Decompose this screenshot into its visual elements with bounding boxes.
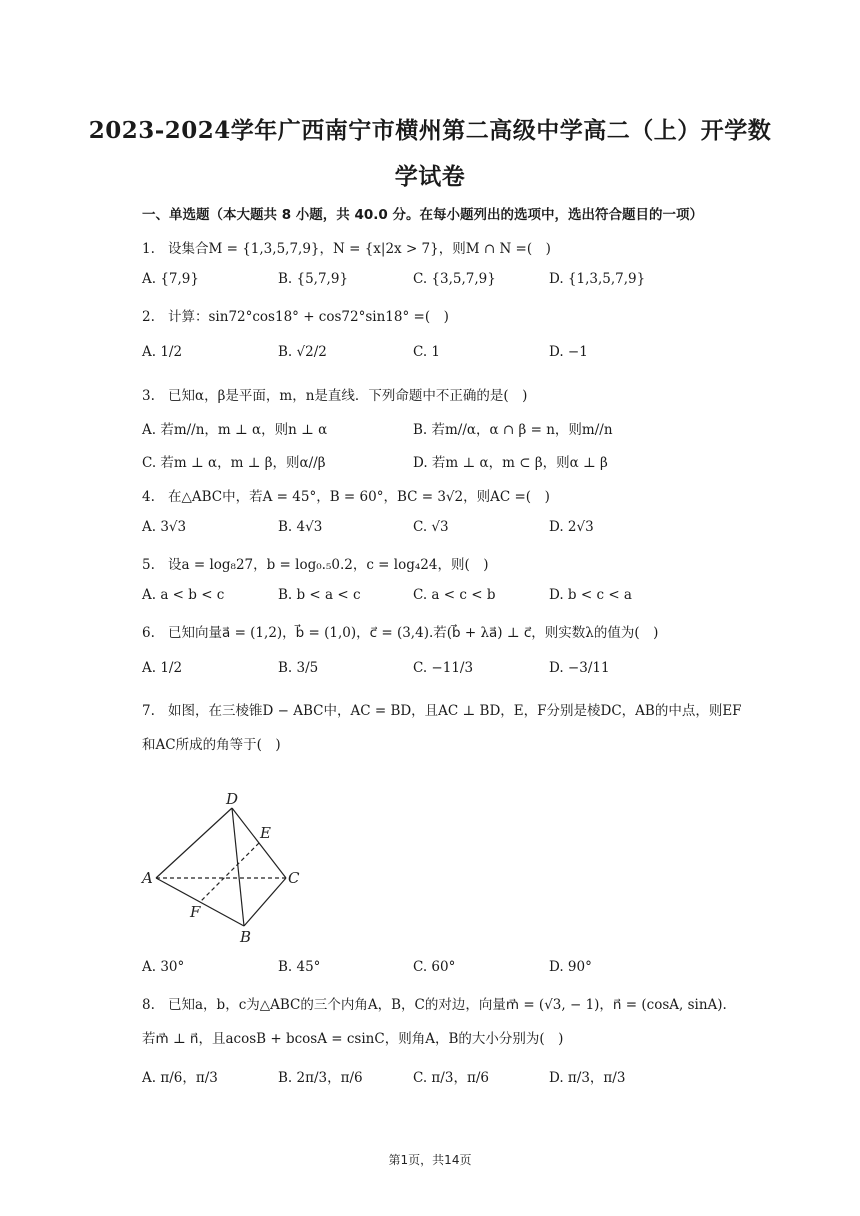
label-b: B (240, 928, 252, 946)
q7-option-a: A. 30° (142, 959, 185, 975)
q2-option-d: D. −1 (549, 344, 588, 360)
question-3: 3. 已知α，β是平面，m，n是直线．下列命题中不正确的是( ) (142, 388, 528, 404)
question-1: 1. 设集合M = {1,3,5,7,9}，N = {x|2x > 7}，则M ∩ N =( ) (142, 241, 551, 257)
question-8-continued: 若m⃗ ⊥ n⃗，且acosB + bcosA = csinC，则角A，B的大小分别为( ) (142, 1031, 564, 1047)
page-title-line-2: 学试卷 (394, 163, 466, 190)
question-2: 2. 计算：sin72°cos18° + cos72°sin18° =( ) (142, 309, 449, 325)
page-footer: 第1页，共14页 (388, 1153, 472, 1167)
q5-option-d: D. b < c < a (549, 587, 632, 603)
q3-option-b: B. 若m//α，α ∩ β = n，则m//n (413, 422, 613, 438)
q1-option-d: D. {1,3,5,7,9} (549, 271, 646, 287)
question-4: 4. 在△ABC中，若A = 45°，B = 60°，BC = 3√2，则AC =( ) (142, 489, 550, 505)
q2-option-b: B. √2/2 (278, 344, 327, 360)
question-6: 6. 已知向量a⃗ = (1,2)，b⃗ = (1,0)，c⃗ = (3,4).若(b⃗ + λa⃗) ⊥ c⃗，则实数λ的值为( ) (142, 625, 659, 641)
q6-option-a: A. 1/2 (142, 660, 183, 676)
q1-option-b: B. {5,7,9} (278, 271, 349, 287)
question-7: 7. 如图，在三棱锥D − ABC中，AC = BD，且AC ⊥ BD，E，F分别是棱DC，AB的中点，则EF (142, 703, 742, 719)
q3-option-d: D. 若m ⊥ α，m ⊂ β，则α ⊥ β (413, 455, 608, 471)
q1-option-c: C. {3,5,7,9} (413, 271, 496, 287)
q6-option-b: B. 3/5 (278, 660, 319, 676)
q4-option-d: D. 2√3 (549, 519, 594, 535)
q8-option-a: A. π/6，π/3 (142, 1070, 218, 1086)
q5-option-a: A. a < b < c (142, 587, 225, 603)
question-8: 8. 已知a，b，c为△ABC的三个内角A，B，C的对边，向量m⃗ = (√3, − 1)，n⃗ = (cosA, sinA). (142, 997, 727, 1013)
q7-option-d: D. 90° (549, 959, 592, 975)
q3-option-a: A. 若m//n，m ⊥ α，则n ⊥ α (142, 422, 328, 438)
q8-option-d: D. π/3，π/3 (549, 1070, 626, 1086)
label-c: C (288, 869, 300, 887)
q1-option-a: A. {7,9} (142, 271, 199, 287)
q2-option-c: C. 1 (413, 344, 441, 360)
page-title-line-1: 2023-2024学年广西南宁市横州第二高级中学高二（上）开学数 (88, 117, 772, 144)
q6-option-d: D. −3/11 (549, 660, 610, 676)
q5-option-c: C. a < c < b (413, 587, 496, 603)
q7-option-b: B. 45° (278, 959, 321, 975)
q4-option-a: A. 3√3 (142, 519, 187, 535)
q7-option-c: C. 60° (413, 959, 456, 975)
q8-option-c: C. π/3，π/6 (413, 1070, 489, 1086)
q4-option-b: B. 4√3 (278, 519, 323, 535)
question-5: 5. 设a = log₈27，b = log₀.₅0.2，c = log₄24，则( ) (142, 557, 489, 573)
q6-option-c: C. −11/3 (413, 660, 474, 676)
label-d: D (226, 790, 239, 808)
section-heading: 一、单选题（本大题共 8 小题，共 40.0 分。在每小题列出的选项中，选出符合题目的一项） (142, 207, 704, 223)
question-7-continued: 和AC所成的角等于( ) (142, 737, 281, 753)
label-f: F (190, 903, 201, 921)
label-a: A (142, 869, 153, 887)
q4-option-c: C. √3 (413, 519, 449, 535)
tetrahedron-figure (136, 786, 316, 946)
q2-option-a: A. 1/2 (142, 344, 183, 360)
q5-option-b: B. b < a < c (278, 587, 361, 603)
q3-option-c: C. 若m ⊥ α，m ⊥ β，则α//β (142, 455, 326, 471)
label-e: E (260, 824, 271, 842)
q8-option-b: B. 2π/3，π/6 (278, 1070, 363, 1086)
